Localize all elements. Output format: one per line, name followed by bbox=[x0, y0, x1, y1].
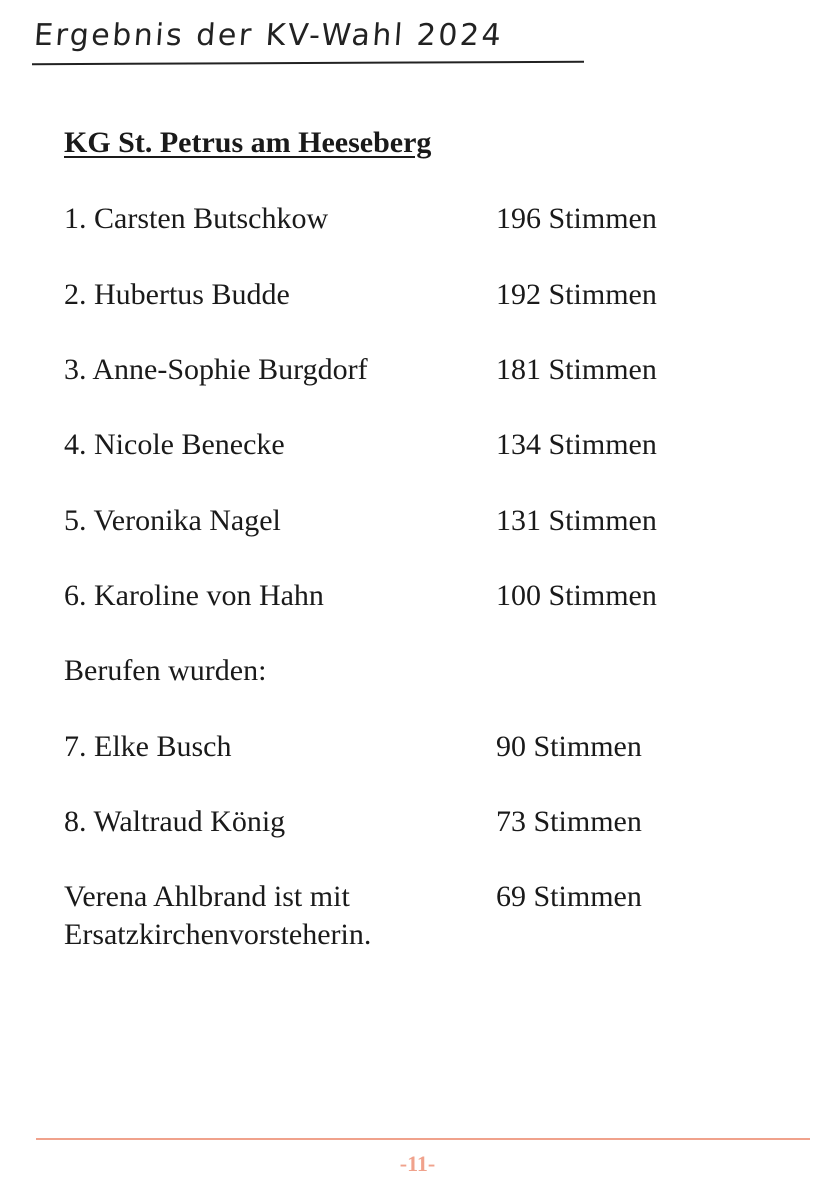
page-number: -11- bbox=[399, 1151, 436, 1176]
result-name: 7. Elke Busch bbox=[64, 730, 232, 763]
result-name: 1. Carsten Butschkow bbox=[64, 202, 329, 235]
result-name: 2. Hubertus Budde bbox=[64, 278, 290, 311]
result-votes: 196 Stimmen bbox=[496, 202, 657, 235]
substitute-votes: 69 Stimmen bbox=[496, 880, 642, 913]
result-votes: 181 Stimmen bbox=[496, 353, 657, 386]
result-name: 3. Anne-Sophie Burgdorf bbox=[64, 353, 368, 386]
result-name: 6. Karoline von Hahn bbox=[64, 579, 324, 612]
result-name: 8. Waltraud König bbox=[64, 805, 286, 838]
result-name: 4. Nicole Benecke bbox=[64, 428, 285, 461]
title-underline bbox=[32, 61, 584, 65]
result-name: 5. Veronika Nagel bbox=[64, 504, 281, 537]
page-title: Ergebnis der KV-Wahl 2024 bbox=[32, 18, 505, 53]
result-votes: 131 Stimmen bbox=[496, 504, 657, 537]
footer-rule bbox=[36, 1138, 810, 1140]
result-votes: 73 Stimmen bbox=[496, 805, 642, 838]
substitute-line-2: Ersatzkirchenvorsteherin. bbox=[64, 918, 372, 951]
substitute-line-1: Verena Ahlbrand ist mit bbox=[64, 880, 350, 913]
result-votes: 134 Stimmen bbox=[496, 428, 657, 461]
result-votes: 100 Stimmen bbox=[496, 579, 657, 612]
appointed-label: Berufen wurden: bbox=[64, 654, 267, 687]
result-votes: 192 Stimmen bbox=[496, 278, 657, 311]
parish-heading: KG St. Petrus am Heeseberg bbox=[64, 126, 432, 159]
result-votes: 90 Stimmen bbox=[496, 730, 642, 763]
